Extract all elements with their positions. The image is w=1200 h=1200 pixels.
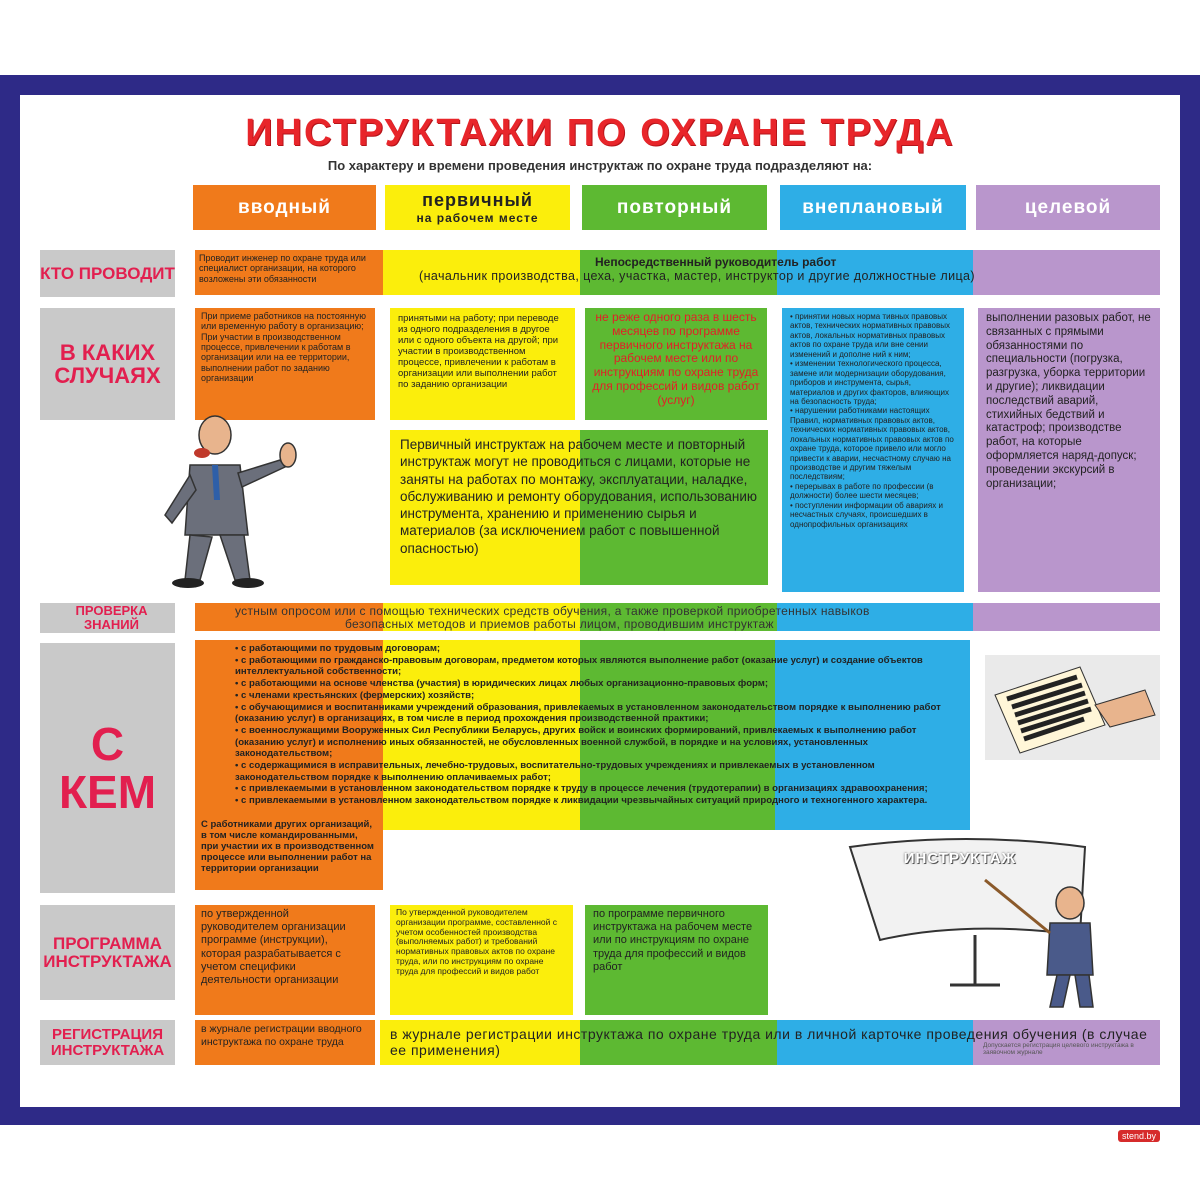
who-intro-cell: Проводит инженер по охране труда или специалист организации, на которого возложены эти обязанности: [195, 250, 383, 295]
cases-primary-cell: принятыми на работу; при переводе из одного подразделения в другое или с одного объекта на другой; при участии в производственном процессе, привлечении к работам в организации или выполнении работ по заданию организации: [390, 308, 575, 420]
with-whom-item: • с военнослужащими Вооруженных Сил Республики Беларусь, других войск и воинских формирований, привлекаемых к выполнению работ (оказанию услуг) и исполнению иных обязанностей, не обусловленных военной службой, в порядке и на условиях, установленных законодательством;: [235, 724, 917, 760]
registration-main-cell: [380, 1020, 1160, 1065]
row-label-check: ПРОВЕРКА ЗНАНИЙ: [40, 603, 175, 633]
column-header-primary-sub: на рабочем месте: [416, 211, 539, 225]
speaker-figure: [140, 415, 305, 590]
registration-target-text: Допускается регистрация целевого инструктажа в заявочном журнале: [983, 1042, 1134, 1057]
who-manager-title: Непосредственный руководитель работ: [595, 255, 837, 269]
row-label-who: КТО ПРОВОДИТ: [40, 250, 175, 297]
program-primary-cell: По утвержденной руководителем организации программе, составленной с учетом особенностей производства (выполняемых работ) и требований нормативных правовых актов по охране труда, или по инструкциям по охране труда для профессий и видов работ: [390, 905, 573, 1015]
program-repeat-cell: по программе первичного инструктажа на рабочем месте или по инструкциям по охране труда для профессий и видов работ: [585, 905, 768, 1015]
page-subtitle: По характеру и времени проведения инструктаж по охране труда подразделяют на:: [327, 158, 873, 173]
with-whom-list: [235, 643, 965, 807]
unplanned-item: • изменении технологического процесса, замене или модернизации оборудования, приборов и инструмента, сырья, материалов и других факторов, влияющих на безопасность труда;: [790, 359, 949, 406]
unplanned-item: • поступлении информации об авариях и несчастных случаях, происшедших в однопрофильных организациях: [790, 500, 943, 529]
document-icon: [985, 655, 1160, 760]
check-cell: [195, 603, 1160, 631]
with-whom-item: • с обучающимися и воспитанниками учреждений образования, привлекаемых в установленном законодательством порядке к выполнению работ (оказанию услуг) в организациях, в том числе в период прохождения производственной практики;: [235, 701, 941, 725]
row-label-cases: В КАКИХ СЛУЧАЯХ: [40, 308, 175, 420]
cases-note-text: Первичный инструктаж на рабочем месте и повторный инструктаж могут не проводиться с лицами, которые не заняты на работах по монтажу, эксплуатации, наладке, обслуживанию и ремонту оборудования, использованию инструмента, хранению и применению сырья и материалов (за исключением работ с повышенной опасностью): [400, 437, 758, 556]
row-label-with-whom: С КЕМ: [40, 643, 175, 893]
column-header-primary-label: первичный: [422, 190, 533, 210]
with-whom-item: • с работающими по трудовым договорам;: [235, 643, 441, 654]
column-header-primary: [385, 185, 570, 230]
row-label-registration: РЕГИСТРАЦИЯ ИНСТРУКТАЖА: [40, 1020, 175, 1065]
unplanned-item: • нарушении работниками настоящих Правил, нормативных правовых актов, технических нормативных правовых актов, локальных нормативных правовых актов по охране труда, которое привело или могло привести к аварии, несчастному случаю на производстве и другим тяжелым последствиям;: [790, 406, 954, 482]
who-manager-cell: [383, 250, 1160, 295]
cases-unplanned-cell: [782, 308, 964, 592]
column-header-target: целевой: [976, 185, 1160, 230]
registration-main-text: в журнале регистрации инструктажа по охране труда или в личной карточке проведения обучения (в случае ее применения): [390, 1026, 1148, 1059]
with-whom-item: • с привлекаемыми в установленном законодательством порядке к труду в процессе лечения (трудотерапии) в организациях здравоохранения;: [235, 783, 928, 795]
with-whom-item: • с работающими по гражданско-правовым договорам, предметом которых являются выполнение работ (оказание услуг) и создание объектов интеллектуальной собственности;: [235, 654, 923, 678]
with-whom-item: • с привлекаемыми в установленном законодательством порядке к ликвидации чрезвычайных ситуаций природного и техногенного характера.: [235, 795, 928, 807]
row-label-program: ПРОГРАММА ИНСТРУКТАЖА: [40, 905, 175, 1000]
check-line-2: безопасных методов и приемов работы лицом, проводившим инструктаж: [345, 617, 774, 631]
with-whom-item: • с содержащимися в исправительных, лечебно-трудовых, воспитательно-трудовых учреждениях и привлекаемых в установленном законодательством порядке к выполнению оплачиваемых работ;: [235, 760, 875, 783]
with-whom-item: • с работающими на основе членства (участия) в юридических лицах любых организационно-правовых форм;: [235, 678, 769, 690]
cases-target-cell: выполнении разовых работ, не связанных с прямыми обязанностями по специальности (погрузка, разгрузка, уборка территории и другие); ликвидации последствий аварий, стихийных бедствий и катастроф; производстве работ, на которые оформляется наряд-допуск; проведении экскурсий в организации;: [978, 308, 1160, 592]
registration-intro-cell: в журнале регистрации вводного инструктажа по охране труда: [195, 1020, 375, 1065]
site-badge: stend.by: [1118, 1130, 1160, 1142]
unplanned-item: • перерывах в работе по профессии (в должности) более шести месяцев;: [790, 481, 934, 501]
who-manager-detail: (начальник производства, цеха, участка, мастер, инструктор и другие должностные лица): [419, 269, 975, 283]
board-label: ИНСТРУКТАЖ: [903, 850, 1017, 867]
with-whom-item: • с членами крестьянских (фермерских) хозяйств;: [235, 689, 475, 701]
unplanned-item: • принятии новых норма тивных правовых актов, технических нормативных правовых актов, локальных нормативных правовых актов по охране труда или вне сении изменений и дополне ний к ним;: [790, 312, 951, 359]
column-header-intro: вводный: [193, 185, 376, 230]
program-intro-cell: по утвержденной руководителем организации программе (инструкции), которая разрабатывается с учетом специфики деятельности организации: [195, 905, 375, 1015]
cases-intro-cell: При приеме работников на постоянную или временную работу в организацию; При участии в производственном процессе, привлечении к работам в организации или на ее территории, выполнении работ по заданию организации: [195, 308, 375, 420]
page-title: ИНСТРУКТАЖИ ПО ОХРАНЕ ТРУДА: [245, 112, 955, 154]
column-header-repeat: повторный: [582, 185, 767, 230]
cases-note-box: [390, 430, 768, 585]
column-header-unplanned: внеплановый: [780, 185, 966, 230]
with-whom-extra: С работниками других организаций, в том числе командированными, при участии их в производственном процессе или выполнении работ на территории организации: [201, 819, 374, 874]
check-line-1: устным опросом или с помощью технических средств обучения, а также проверкой приобретенных навыков: [235, 604, 870, 618]
cases-repeat-cell: не реже одного раза в шесть месяцев по программе первичного инструктажа на рабочем месте или по инструкциям по охране труда для профессий и видов работ (услуг): [585, 308, 767, 420]
